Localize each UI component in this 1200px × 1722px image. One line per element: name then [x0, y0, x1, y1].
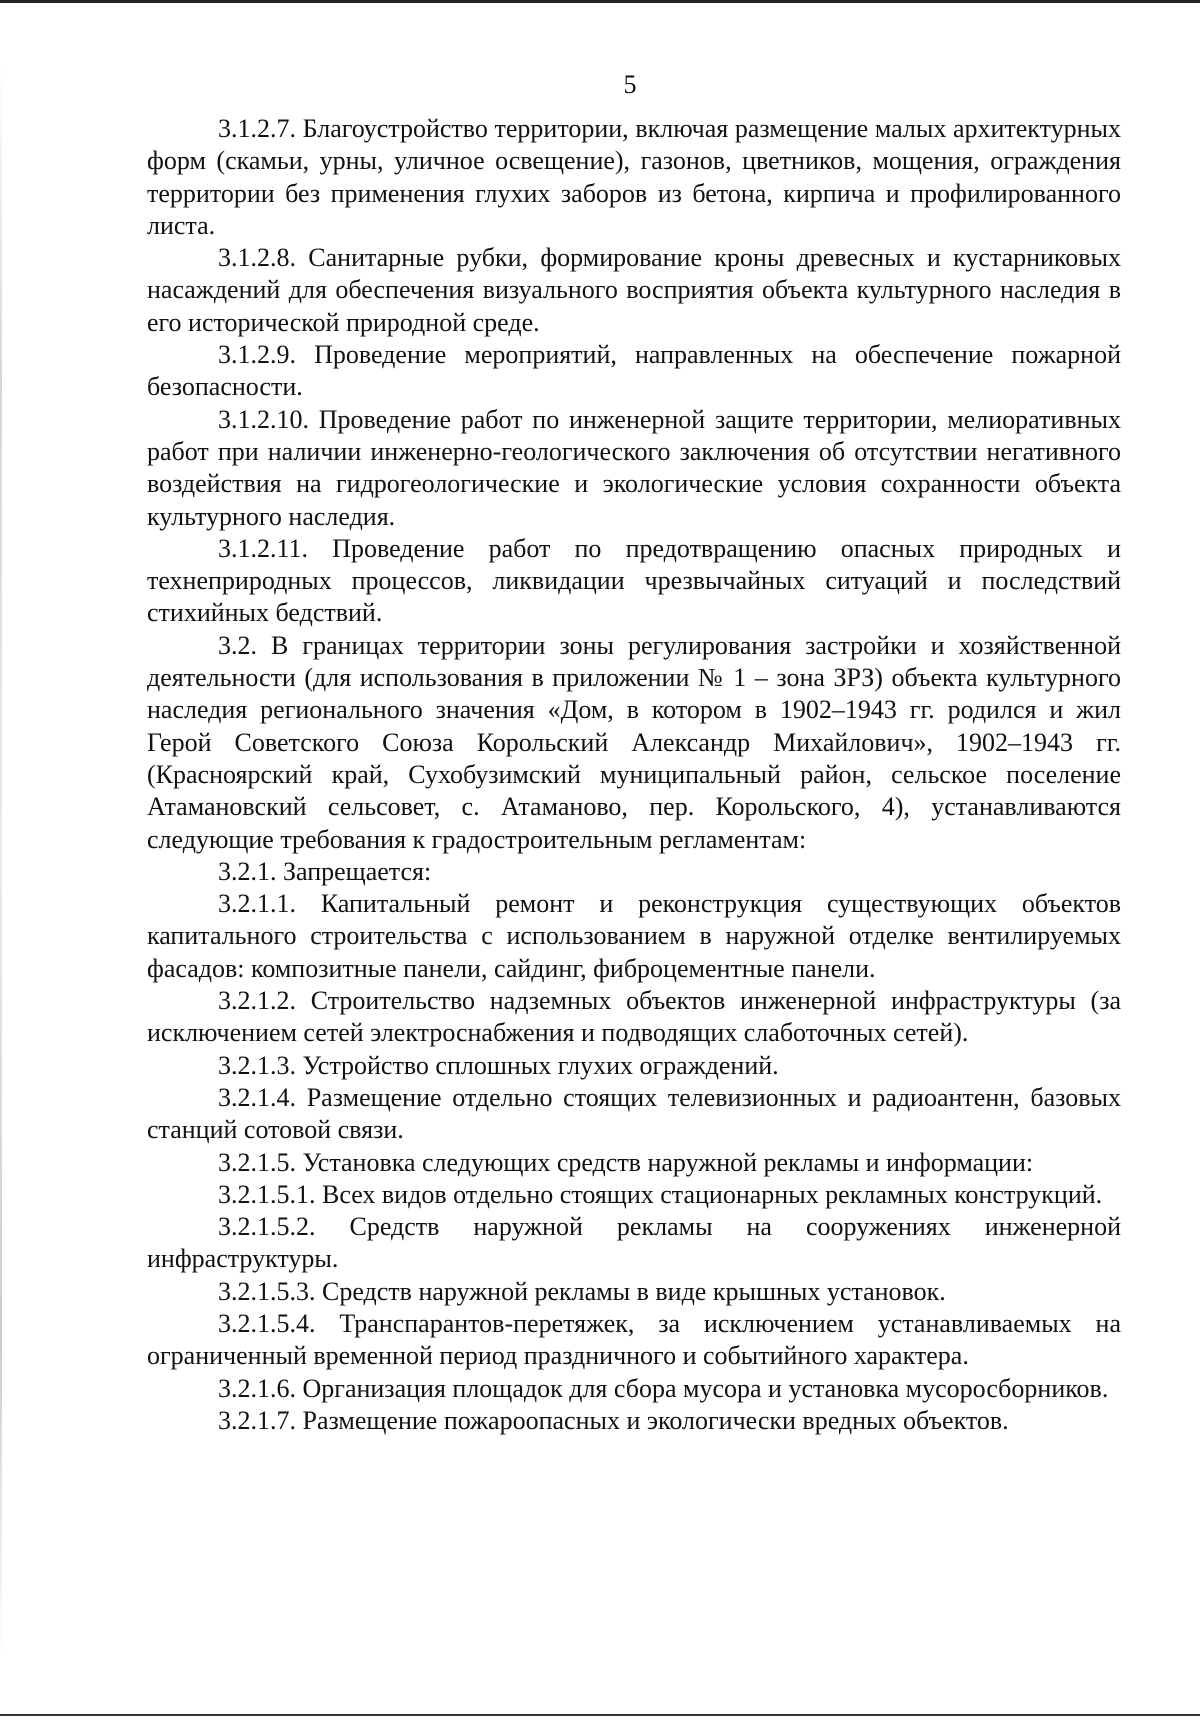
paragraph-3-2-1-5-3: 3.2.1.5.3. Средств наружной рекламы в виде крышных установок. [218, 1276, 946, 1306]
paragraph-3-1-2-11: 3.1.2.11. Проведение работ по предотвращению опасных природных и технеприродных процессов, ликвидации чрезвычайных ситуаций и последствий стихийных бедствий. [147, 533, 1121, 628]
paragraph-3-1-2-9: 3.1.2.9. Проведение мероприятий, направленных на обеспечение пожарной безопасности. [147, 340, 1121, 402]
paragraph-3-2-1-5-2: 3.2.1.5.2. Средств наружной рекламы на сооружениях инженерной инфраструктуры. [147, 1212, 1121, 1274]
paragraph-3-1-2-7: 3.1.2.7. Благоустройство территории, включая размещение малых архитектурных форм (скамьи, урны, уличное освещение), газонов, цветников, мощения, ограждения территории без применения глухих заборов из бетона, кирпича и профилированного листа. [147, 114, 1121, 240]
paragraph-3-2-1-5-1: 3.2.1.5.1. Всех видов отдельно стоящих стационарных рекламных конструкций. [218, 1179, 1103, 1209]
paragraph-3-1-2-10: 3.1.2.10. Проведение работ по инженерной защите территории, мелиоративных работ при наличии инженерно-геологического заключения об отсутствии негативного воздействия на гидрогеологические и экологические условия сохранности объекта культурного наследия. [147, 404, 1121, 531]
paragraph-3-2-1: 3.2.1. Запрещается: [218, 856, 432, 886]
scan-edge-top [0, 0, 1200, 3]
paragraph-3-2-1-1: 3.2.1.1. Капитальный ремонт и реконструкция существующих объектов капитального строительства с использованием в наружной отделке вентилируемых фасадов: композитные панели, сайдинг, фиброцементные панели. [147, 889, 1121, 983]
paragraph-3-2-1-4: 3.2.1.4. Размещение отдельно стоящих телевизионных и радиоантенн, базовых станций сотовой связи. [147, 1082, 1121, 1145]
paragraph-3-2-1-7: 3.2.1.7. Размещение пожароопасных и экологически вредных объектов. [218, 1405, 1009, 1435]
paragraph-3-2: 3.2. В границах территории зоны регулирования застройки и хозяйственной деятельности (для использования в приложении № 1 – зона ЗРЗ) объекта культурного наследия регионального значения «Дом, в котором в 1902–1943 гг. родился и жил Герой Советского Союза Корольский Александр Михайлович», 1902–1943 гг. (Красноярский край, Сухобузимский муниципальный район, сельское поселение Атамановский сельсовет, с. Атаманово, пер. Корольского, 4), устанавливаются следующие требования к градостроительным регламентам: [147, 630, 1121, 854]
paragraph-3-2-1-3: 3.2.1.3. Устройство сплошных глухих ограждений. [218, 1050, 779, 1080]
paragraph-3-2-1-6: 3.2.1.6. Организация площадок для сбора мусора и установка мусоросборников. [218, 1373, 1109, 1403]
page-number: 5 [623, 70, 637, 99]
paragraph-3-1-2-8: 3.1.2.8. Санитарные рубки, формирование кроны древесных и кустарниковых насаждений для обеспечения визуального восприятия объекта культурного наследия в его исторической природной среде. [147, 243, 1121, 337]
paragraph-3-2-1-5-4: 3.2.1.5.4. Транспарантов-перетяжек, за исключением устанавливаемых на ограниченный временной период праздничного и событийного характера. [147, 1308, 1121, 1371]
scan-edge-left [0, 60, 2, 1660]
paragraph-3-2-1-5: 3.2.1.5. Установка следующих средств наружной рекламы и информации: [218, 1147, 1034, 1177]
document-body [147, 113, 1121, 1437]
paragraph-3-2-1-2: 3.2.1.2. Строительство надземных объектов инженерной инфраструктуры (за исключением сетей электроснабжения и подводящих слаботочных сетей). [147, 986, 1121, 1048]
scan-edge-bottom [0, 1714, 1200, 1716]
